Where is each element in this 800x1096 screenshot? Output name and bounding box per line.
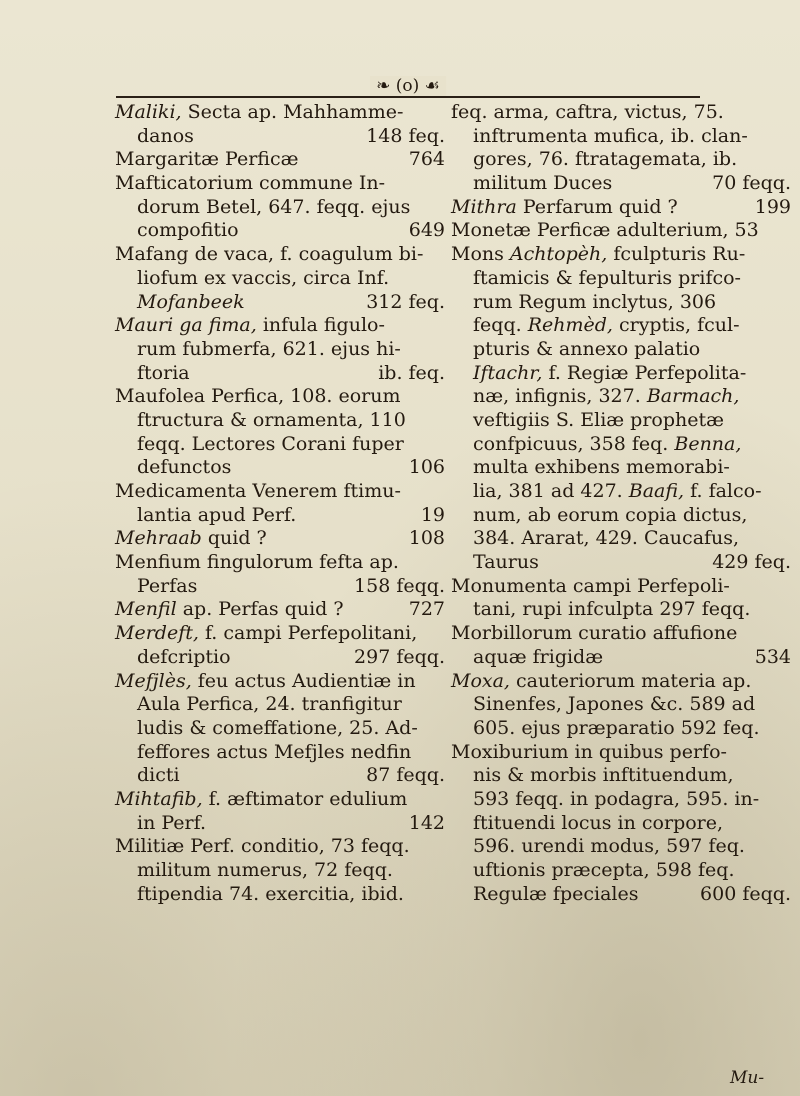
entry-text: f. campi Perfepolitani, <box>198 622 418 645</box>
entry-text: ftructura & ornamenta, 110 <box>137 408 406 431</box>
index-line <box>115 670 455 694</box>
index-line <box>451 172 791 196</box>
entry-text: militum numerus, 72 feqq. <box>137 859 393 881</box>
entry-text: dicti <box>137 764 180 787</box>
entry-text: veftigiis S. Eliæ prophetæ <box>473 408 724 431</box>
index-line <box>451 646 791 670</box>
entry-heading: Barmach, <box>646 385 740 408</box>
entry-text: uftionis præcepta, 598 feq. <box>473 859 735 881</box>
entry-text: Monetæ Perficæ adulterium, 53 <box>451 219 759 242</box>
index-line <box>451 693 791 717</box>
entry-heading: Mofanbeek <box>137 290 245 313</box>
entry-text: defunctos <box>137 456 232 479</box>
index-line <box>451 504 791 528</box>
page-reference: 19 <box>420 503 445 526</box>
index-line <box>115 812 455 836</box>
entry-text: Militiæ Perf. conditio, 73 feqq. <box>115 835 410 858</box>
index-line <box>115 338 455 362</box>
entry-text: f. æftimator edulium <box>202 787 408 810</box>
entry-text: nis & morbis inftituendum, <box>473 764 734 787</box>
entry-text: Maufolea Perfica, 108. eorum <box>115 385 401 408</box>
index-line <box>451 243 791 267</box>
entry-heading: Baafi, <box>628 480 685 502</box>
index-line <box>451 859 791 883</box>
index-line <box>451 670 791 694</box>
page-reference: 87 feqq. <box>366 764 445 787</box>
index-column-right <box>451 101 791 906</box>
entry-text: Perfarum quid ? <box>516 195 678 218</box>
entry-text: ftipendia 74. exercitia, ibid. <box>137 882 404 905</box>
index-line <box>115 764 455 788</box>
entry-text: Monumenta campi Perfepoli- <box>451 574 730 597</box>
entry-heading: Rehmèd, <box>527 314 613 337</box>
page-reference: 764 <box>408 148 445 171</box>
index-line <box>451 622 791 646</box>
entry-heading: Achtopèh, <box>509 243 608 266</box>
index-line <box>115 788 455 812</box>
index-line <box>115 172 455 196</box>
entry-text: compofitio <box>137 219 239 242</box>
page-reference: 158 feqq. <box>354 574 445 597</box>
entry-text: Margaritæ Perficæ <box>115 148 299 171</box>
index-line <box>451 196 791 220</box>
entry-text: quid ? <box>201 527 267 550</box>
header-rule <box>116 96 700 98</box>
entry-text: dorum Betel, 647. feqq. ejus <box>137 195 411 218</box>
index-line <box>451 717 791 741</box>
index-line <box>115 362 455 386</box>
index-line <box>451 291 791 315</box>
page-reference: 297 feqq. <box>354 645 445 668</box>
entry-text: Taurus <box>473 551 539 574</box>
entry-text: 593 feqq. in podagra, 595. in- <box>473 787 760 810</box>
index-line <box>115 598 455 622</box>
entry-text: feqq. <box>473 314 528 337</box>
index-line <box>451 598 791 622</box>
index-line <box>115 456 455 480</box>
entry-text: gores, 76. ftratagemata, ib. <box>473 148 738 171</box>
index-line <box>451 835 791 859</box>
entry-text: cryptis, fcul- <box>612 314 740 337</box>
index-line <box>451 219 791 243</box>
index-line <box>115 148 455 172</box>
entry-text: ftoria <box>137 361 190 384</box>
page-reference: 649 <box>408 219 445 242</box>
entry-text: cauteriorum materia ap. <box>509 669 752 692</box>
index-line <box>451 883 791 907</box>
index-line <box>115 291 455 315</box>
page-reference: 312 feq. <box>366 290 445 313</box>
page-reference: 600 feqq. <box>700 882 791 905</box>
entry-text: tani, rupi infculpta 297 feqq. <box>473 598 751 621</box>
entry-text: pturis & annexo palatio <box>473 337 701 360</box>
index-line <box>115 219 455 243</box>
page-reference: 429 feq. <box>712 551 791 574</box>
entry-text: Medicamenta Venerem ftimu- <box>115 480 401 502</box>
entry-text: Menfium fingulorum fefta ap. <box>115 551 399 574</box>
index-line <box>451 267 791 291</box>
index-line <box>451 812 791 836</box>
index-line <box>115 527 455 551</box>
entry-text: infula figulo- <box>256 314 385 337</box>
index-line <box>115 433 455 457</box>
index-line <box>115 883 455 907</box>
page-reference: 199 <box>754 195 791 218</box>
index-line <box>115 575 455 599</box>
entry-text: Mons <box>451 243 510 266</box>
entry-text: feu actus Audientiæ in <box>191 669 416 692</box>
index-line <box>115 243 455 267</box>
index-line <box>115 741 455 765</box>
index-line <box>115 385 455 409</box>
index-line <box>451 788 791 812</box>
page-header <box>116 78 700 100</box>
index-line <box>115 125 455 149</box>
entry-text: inftrumenta mufica, ib. clan- <box>473 124 748 147</box>
index-line <box>115 101 455 125</box>
entry-text: rum fubmerfa, 621. ejus hi- <box>137 337 401 360</box>
entry-text: ludis & comeffatione, 25. Ad- <box>137 716 418 739</box>
page-reference: 70 feqq. <box>712 172 791 195</box>
entry-text: liofum ex vaccis, circa Inf. <box>137 266 390 289</box>
page-reference: 727 <box>408 598 445 621</box>
entry-text: f. falco- <box>684 480 762 502</box>
index-line <box>451 362 791 386</box>
entry-heading: Merdeft, <box>115 622 199 645</box>
index-line <box>115 196 455 220</box>
entry-heading: Menfil <box>115 598 177 621</box>
index-line <box>115 622 455 646</box>
page-mark: ❧ (o) ☙ <box>370 76 446 96</box>
index-line <box>451 338 791 362</box>
entry-text: Secta ap. Mahhamme- <box>181 101 404 123</box>
index-line <box>115 551 455 575</box>
entry-text: aquæ frigidæ <box>473 645 604 668</box>
entry-heading: Mauri ga fima, <box>115 314 257 337</box>
index-line <box>451 409 791 433</box>
entry-text: Sinenfes, Japones &c. 589 ad <box>473 693 756 716</box>
index-line <box>451 125 791 149</box>
index-line <box>115 717 455 741</box>
index-line <box>451 314 791 338</box>
entry-heading: Mehraab <box>115 527 202 550</box>
index-line <box>115 646 455 670</box>
page-reference: 142 <box>408 811 445 834</box>
entry-text: næ, infignis, 327. <box>473 385 647 408</box>
entry-text: Aula Perfica, 24. tranfigitur <box>137 693 402 716</box>
index-line <box>451 575 791 599</box>
entry-heading: Mihtafib, <box>115 787 203 810</box>
index-line <box>115 409 455 433</box>
entry-heading: Benna, <box>674 432 742 455</box>
index-line <box>451 551 791 575</box>
entry-text: Mafang de vaca, f. coagulum bi- <box>115 243 424 266</box>
entry-text: feffores actus Mefjles nedfin <box>137 740 412 763</box>
catchword: Mu- <box>730 1068 765 1088</box>
index-line <box>115 314 455 338</box>
index-line <box>115 504 455 528</box>
entry-text: ap. Perfas quid ? <box>176 598 344 621</box>
entry-text: feq. arma, caftra, victus, 75. <box>451 101 724 123</box>
entry-text: ftamicis & fepulturis prifco- <box>473 266 741 289</box>
entry-text: in Perf. <box>137 811 207 834</box>
entry-heading: Maliki, <box>115 101 182 123</box>
index-line <box>451 433 791 457</box>
entry-text: 605. ejus præparatio 592 feq. <box>473 716 760 739</box>
index-line <box>451 480 791 504</box>
entry-text: ftituendi locus in corpore, <box>473 811 724 834</box>
page-reference: ib. feq. <box>378 361 445 384</box>
index-line <box>115 267 455 291</box>
entry-text: militum Duces <box>473 172 613 195</box>
page-reference: 534 <box>754 645 791 668</box>
entry-text: feqq. Lectores Corani fuper <box>137 432 404 455</box>
entry-text: num, ab eorum copia dictus, <box>473 503 748 526</box>
index-line <box>451 764 791 788</box>
index-line <box>115 693 455 717</box>
entry-text: Regulæ fpeciales <box>473 882 639 905</box>
index-line <box>451 527 791 551</box>
entry-text: Mafticatorium commune In- <box>115 172 386 195</box>
index-line <box>451 456 791 480</box>
index-line <box>451 385 791 409</box>
index-line <box>115 480 455 504</box>
index-line <box>451 741 791 765</box>
entry-text: multa exhibens memorabi- <box>473 456 730 479</box>
entry-text: Moxiburium in quibus perfo- <box>451 740 727 763</box>
entry-text: lia, 381 ad 427. <box>473 480 629 502</box>
entry-text: Morbillorum curatio affufione <box>451 622 738 645</box>
entry-heading: Mefjlès, <box>115 669 192 692</box>
index-line <box>115 835 455 859</box>
page-reference: 108 <box>408 527 445 550</box>
entry-text: f. Regiæ Perfepolita- <box>542 361 747 384</box>
entry-text: 596. urendi modus, 597 feq. <box>473 835 745 858</box>
entry-text: fculpturis Ru- <box>607 243 746 266</box>
entry-text: rum Regum inclytus, 306 <box>473 290 717 313</box>
entry-text: Perfas <box>137 574 198 597</box>
entry-text: confpicuus, 358 feq. <box>473 432 675 455</box>
index-column-left <box>115 101 455 906</box>
entry-heading: Mithra <box>451 195 517 218</box>
page-reference: 148 feq. <box>366 124 445 147</box>
entry-heading: Iftachr, <box>473 361 543 384</box>
entry-text: danos <box>137 124 194 147</box>
page-reference: 106 <box>408 456 445 479</box>
index-line <box>451 148 791 172</box>
entry-heading: Moxa, <box>451 669 510 692</box>
entry-text: defcriptio <box>137 645 231 668</box>
entry-text: 384. Ararat, 429. Caucafus, <box>473 527 740 550</box>
index-line <box>451 101 791 125</box>
entry-text: lantia apud Perf. <box>137 503 297 526</box>
index-line <box>115 859 455 883</box>
